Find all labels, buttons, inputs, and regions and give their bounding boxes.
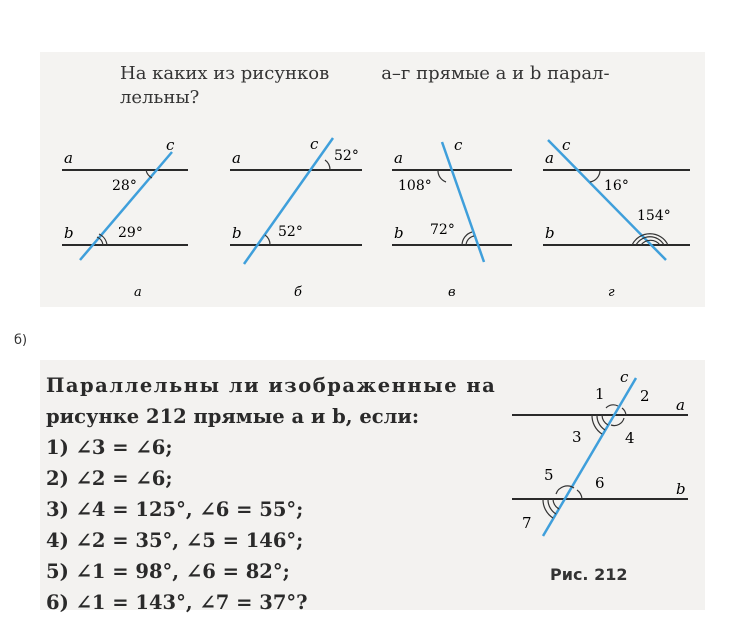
figure-a (62, 136, 188, 300)
fig212-angle-4: 4 (625, 429, 635, 447)
svg-text:b: b (545, 224, 555, 242)
task-b-question (46, 370, 496, 618)
fig212-transversal (543, 378, 636, 536)
fig-g-transversal (548, 140, 666, 260)
fig-v-angle-bottom: 72° (430, 222, 455, 238)
condition-2: 2) ∠2 = ∠6; (46, 467, 173, 490)
figure-v (392, 136, 512, 300)
svg-text:c: c (310, 135, 319, 153)
svg-text:b: b (394, 224, 404, 242)
fig-a-label-b: b (64, 224, 74, 242)
svg-text:c: c (454, 136, 463, 154)
fig-a-angle-top: 28° (112, 178, 137, 194)
fig-v-caption: в (448, 285, 456, 300)
condition-6: 6) ∠1 = 143°, ∠7 = 37°? (46, 591, 308, 614)
fig212-angle-6: 6 (595, 474, 605, 492)
fig212-label-c: c (620, 368, 629, 386)
fig212-angle-3: 3 (572, 428, 582, 446)
fig-a-transversal (80, 152, 172, 260)
task-a-question-line2: лельны? (120, 87, 200, 108)
fig-a-angle-bottom: 29° (118, 225, 143, 241)
fig-b-angle-bottom: 52° (278, 224, 303, 240)
figure-212-caption: Рис. 212 (550, 565, 628, 584)
svg-text:c: c (562, 136, 571, 154)
task-b-question-line2: рисунке 212 прямые a и b, если: (46, 405, 420, 428)
fig-b-angle-top: 52° (334, 148, 359, 164)
condition-1: 1) ∠3 = ∠6; (46, 436, 173, 459)
fig-v-angle-top: 108° (398, 178, 432, 194)
condition-5: 5) ∠1 = 98°, ∠6 = 82°; (46, 560, 290, 583)
condition-4: 4) ∠2 = 35°, ∠5 = 146°; (46, 529, 304, 552)
task-a-question-line1b: а–г прямые а и b парал- (381, 63, 610, 84)
svg-text:b: b (232, 224, 242, 242)
condition-3: 3) ∠4 = 125°, ∠6 = 55°; (46, 498, 304, 521)
fig212-angle-5: 5 (544, 466, 554, 484)
fig212-angle-7: 7 (522, 514, 532, 532)
fig212-angle-1: 1 (595, 385, 605, 403)
svg-text:a: a (394, 149, 403, 167)
fig-b-caption: б (294, 285, 302, 300)
fig-a-caption: а (134, 285, 142, 300)
fig212-angle-2: 2 (640, 387, 650, 405)
figure-g (543, 136, 690, 300)
task-b-question-line1: Параллельны ли изображенные на (46, 374, 497, 397)
fig-a-arc-top (146, 170, 152, 178)
fig212-label-b: b (676, 480, 686, 498)
figure-b (230, 135, 362, 300)
fig212-label-a: a (676, 396, 685, 414)
figure-212 (512, 368, 688, 536)
fig-a-label-c: c (166, 136, 175, 154)
svg-text:a: a (545, 149, 554, 167)
fig-g-angle-bottom: 154° (637, 208, 671, 224)
fig-a-label-a: a (64, 149, 73, 167)
fig-g-caption: г (608, 285, 615, 300)
svg-text:a: a (232, 149, 241, 167)
sub-label: б) (14, 333, 28, 348)
fig-g-angle-top: 16° (604, 178, 629, 194)
task-a-question-line1: На каких из рисунков (120, 63, 330, 84)
